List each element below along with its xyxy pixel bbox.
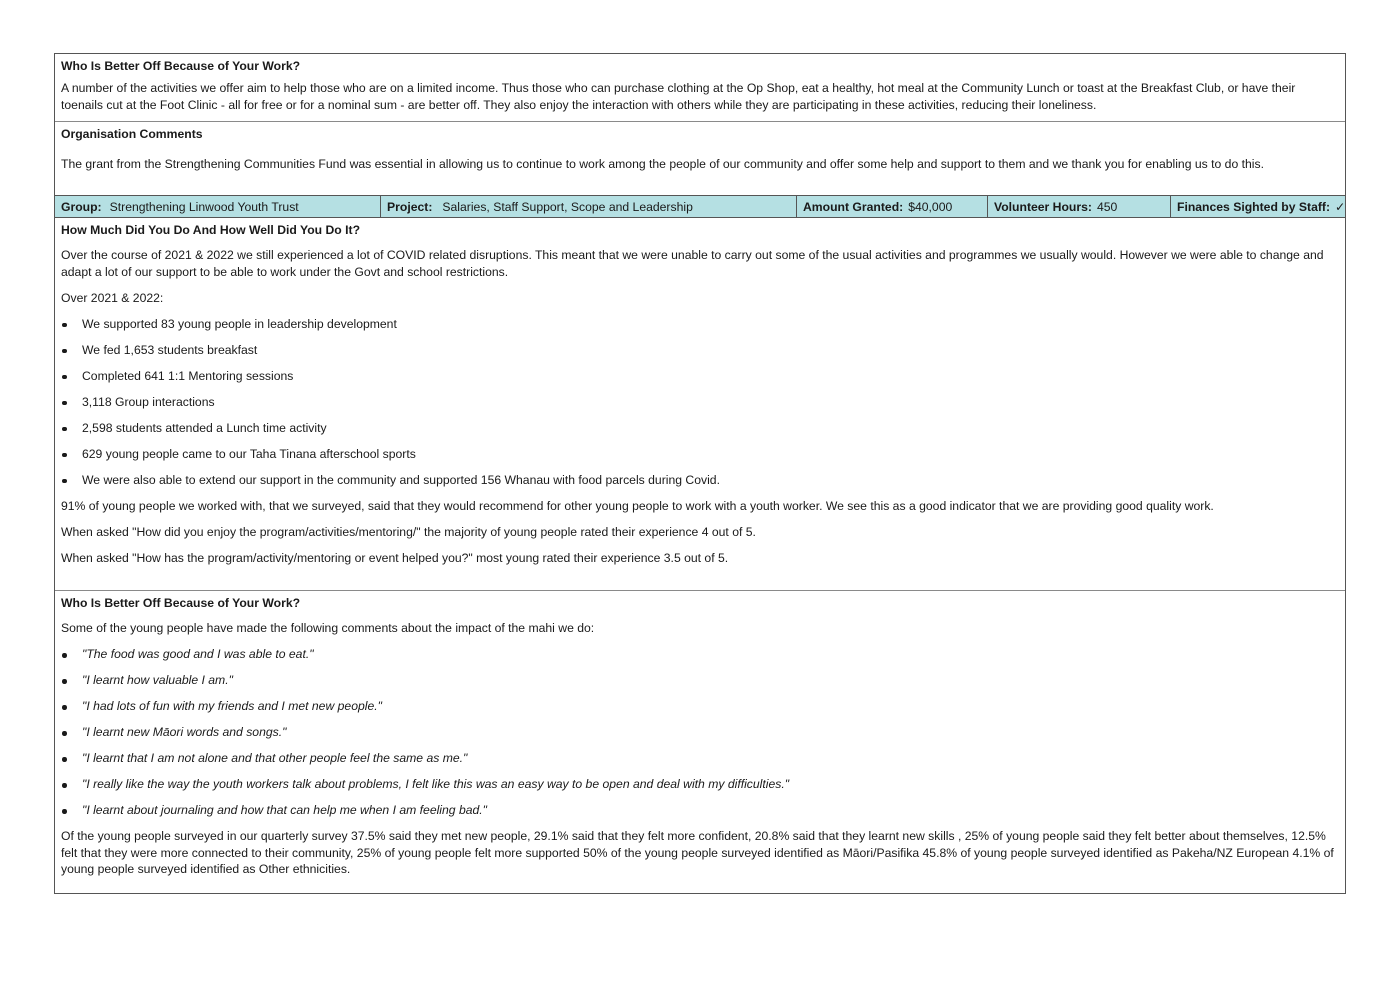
section-text: The grant from the Strengthening Communities Fund was essential in allowing us to continue to work among the people of our community and offer some help and support to them and we thank you for enabling us to do this.: [61, 157, 1264, 172]
amount-label: Amount Granted:: [803, 199, 904, 214]
better-off-section: [55, 590, 1345, 893]
bullet-icon: [62, 731, 67, 736]
quotes-list: [61, 646, 1339, 818]
section-heading: Organisation Comments: [61, 127, 203, 141]
list-item: "I learnt that I am not alone and that other people feel the same as me.": [61, 750, 1339, 766]
finances-label: Finances Sighted by Staff:: [1177, 199, 1331, 214]
summary-text: Of the young people surveyed in our quarterly survey 37.5% said they met new people, 29.1% said that they felt more confident, 20.8% said that they learnt new skills , 25% of young people said they felt better about themselves, 12.5% felt that they were more connected to their community, 25% of young people felt more supported 50% of the young people surveyed identified as Māori/Pasifika 45.8% of young people surveyed identified as Pakeha/NZ European 4.1% of young people surveyed identified as Other ethnicities.: [61, 829, 1334, 877]
bullet-icon: [62, 705, 67, 710]
bullet-icon: [62, 401, 67, 406]
over-label: Over 2021 & 2022:: [61, 290, 164, 305]
list-item: "I had lots of fun with my friends and I met new people.": [61, 698, 1339, 714]
helped-text: When asked "How has the program/activity/mentoring or event helped you?" most young rated their experience 3.5 out of 5.: [61, 550, 729, 565]
list-item: "I learnt how valuable I am.": [61, 672, 1339, 688]
section-heading: How Much Did You Do And How Well Did You Do It?: [61, 223, 361, 237]
grant-info-row: [55, 195, 1345, 218]
bullet-icon: [62, 479, 67, 484]
hours-value: 450: [1096, 199, 1118, 214]
section-heading: Who Is Better Off Because of Your Work?: [61, 59, 301, 73]
section-heading: Who Is Better Off Because of Your Work?: [61, 596, 301, 610]
bullet-icon: [62, 349, 67, 354]
list-item: "I really like the way the youth workers talk about problems, I felt like this was an easy way to be open and deal with my difficulties.": [61, 776, 1339, 792]
bullet-icon: [62, 427, 67, 432]
finances-cell: [1170, 196, 1345, 217]
hours-label: Volunteer Hours:: [994, 199, 1092, 214]
amount-cell: [796, 196, 987, 217]
list-item: Completed 641 1:1 Mentoring sessions: [61, 368, 1339, 384]
bullet-icon: [62, 783, 67, 788]
group-cell: [55, 196, 380, 217]
bullet-icon: [62, 453, 67, 458]
list-item: "I learnt new Māori words and songs.": [61, 724, 1339, 740]
list-item: "The food was good and I was able to eat.": [61, 646, 1339, 662]
project-value: Salaries, Staff Support, Scope and Leadership: [442, 199, 693, 214]
group-value: Strengthening Linwood Youth Trust: [109, 199, 299, 214]
org-comments-section: [55, 121, 1345, 195]
survey-text: 91% of young people we worked with, that we surveyed, said that they would recommend for other young people to work with a youth worker. We see this as a good indicator that we are providing good quality work.: [61, 498, 1214, 513]
bullet-icon: [62, 653, 67, 658]
list-item: "I learnt about journaling and how that can help me when I am feeling bad.": [61, 802, 1339, 818]
volunteer-hours-cell: [987, 196, 1170, 217]
list-item: 2,598 students attended a Lunch time activity: [61, 420, 1339, 436]
bullet-icon: [62, 809, 67, 814]
intro-text: Over the course of 2021 & 2022 we still experienced a lot of COVID related disruptions. This meant that we were unable to carry out some of the usual activities and programmes we usually would. However we were able to change and adapt a lot of our support to be able to work under the Govt and school restrictions.: [61, 248, 1324, 279]
project-label: Project:: [387, 199, 433, 214]
bullet-icon: [62, 757, 67, 762]
check-icon: ✓: [1335, 199, 1345, 214]
list-item: 3,118 Group interactions: [61, 394, 1339, 410]
list-item: We fed 1,653 students breakfast: [61, 342, 1339, 358]
bullet-icon: [62, 679, 67, 684]
bullet-icon: [62, 375, 67, 380]
amount-value: $40,000: [908, 199, 953, 214]
group-label: Group:: [61, 199, 102, 214]
stats-list: [61, 316, 1339, 488]
prev-better-off-section: [55, 54, 1345, 121]
report-document: [54, 53, 1346, 894]
project-cell: [380, 196, 796, 217]
intro-text: Some of the young people have made the following comments about the impact of the mahi we do:: [61, 621, 595, 636]
how-much-section: [55, 218, 1345, 590]
list-item: We supported 83 young people in leadership development: [61, 316, 1339, 332]
section-text: A number of the activities we offer aim to help those who are on a limited income. Thus those who can purchase clothing at the Op Shop, eat a healthy, hot meal at the Community Lunch or toast at the Breakfast Club, or have their toenails cut at the Foot Clinic - all for free or for a nominal sum - are better off. They also enjoy the interaction with others while they are participating in these activities, reducing their loneliness.: [61, 81, 1296, 112]
list-item: 629 young people came to our Taha Tinana afterschool sports: [61, 446, 1339, 462]
enjoy-text: When asked "How did you enjoy the program/activities/mentoring/" the majority of young people rated their experience 4 out of 5.: [61, 524, 756, 539]
list-item: We were also able to extend our support in the community and supported 156 Whanau with food parcels during Covid.: [61, 472, 1339, 488]
bullet-icon: [62, 323, 67, 328]
